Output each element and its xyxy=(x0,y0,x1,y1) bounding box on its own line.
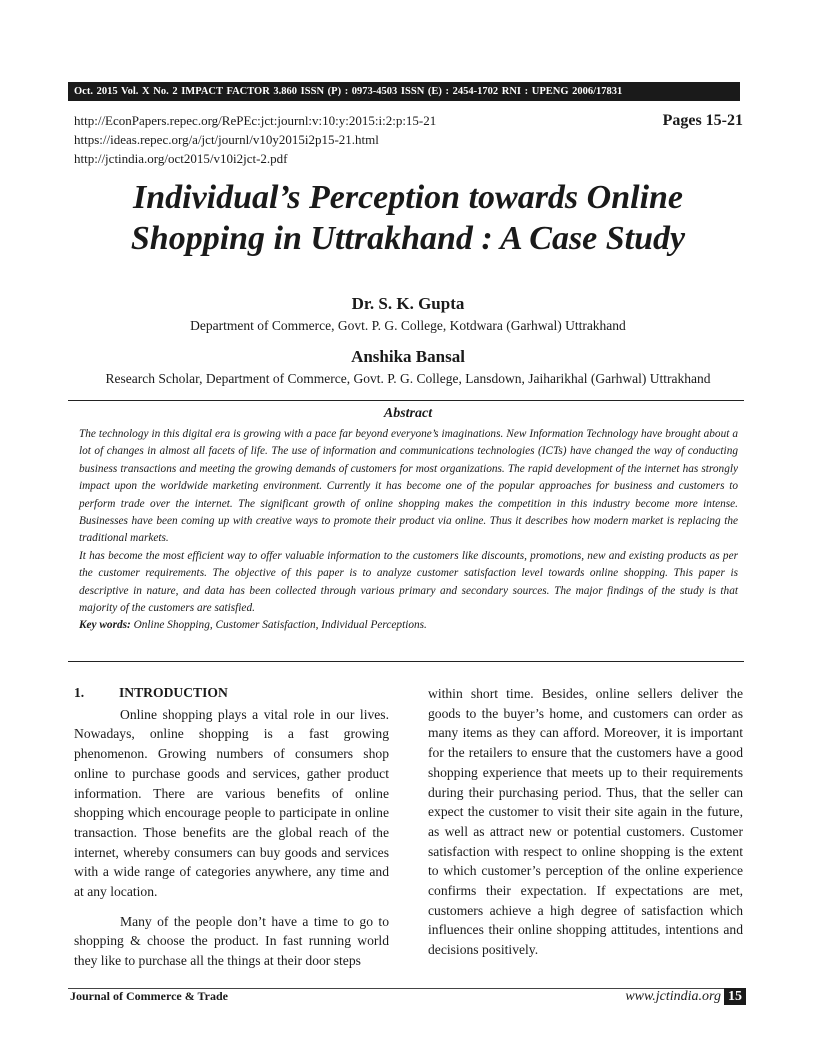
keywords-text: Online Shopping, Customer Satisfaction, Individual Perceptions. xyxy=(130,619,427,632)
author-affiliation-1: Department of Commerce, Govt. P. G. College, Kotdwara (Garhwal) Uttrakhand xyxy=(190,318,626,333)
abstract-heading: Abstract xyxy=(383,406,433,421)
body-paragraph-1: Online shopping plays a vital role in our lives. Nowadays, online shopping is a fast growing phenomenon. Growing numbers of consumers shop online to purchase goods and services, gather product information. There are various benefits of online shopping which encourage people to participate in online transaction. Those benefits are the global reach of the internet, whereby consumers can buy goods and services with a wide range of categories anywhere, any time and at any location. xyxy=(74,706,389,900)
page-number: 15 xyxy=(724,988,746,1005)
section-number: 1. xyxy=(74,685,85,700)
abstract-bottom-rule xyxy=(68,661,744,662)
page-range: Pages 15-21 xyxy=(662,112,743,129)
keywords-label: Key words: xyxy=(79,619,131,632)
body-paragraph-3: within short time. Besides, online sellers deliver the goods to the buyer’s home, and customers can order as many items as they can afford. Moreover, it is important for the retailers to ensure that the customers have a good shopping experience that meets up to their requirements during their purchasing period. Thus, that the seller can expect the customer to visit their site again in the future, as well as attract new or potential customers. Customer satisfaction with respect to online shopping is the extent to which customer’s perception of the online experience confirms their expectation. If expectations are met, customers achieve a high degree of satisfaction which influences their online shopping attitudes, intentions and decisions positively. xyxy=(428,686,743,958)
url-ideas-repec[interactable]: https://ideas.repec.org/a/jct/journl/v10y2015i2p15-21.html xyxy=(74,132,379,147)
journal-info-bar: Oct. 2015 Vol. X No. 2 IMPACT FACTOR 3.860 ISSN (P) : 0973-4503 ISSN (E) : 2454-1702 RNI : UPENG 2006/17831 xyxy=(68,82,740,101)
section-title: INTRODUCTION xyxy=(119,685,228,700)
abstract-paragraph-2: It has become the most efficient way to offer valuable information to the customers like discounts, promotions, new and existing products as per the customer requirements. The objective of this paper is to analyze customer satisfaction level towards online shopping. This paper is descriptive in nature, and data has been collected through various primary and secondary sources. The major findings of the study is that majority of the customers are satisfied. xyxy=(79,549,738,615)
title-line-2: Shopping in Uttrakhand : A Case Study xyxy=(130,220,686,257)
abstract-top-rule xyxy=(68,400,744,401)
body-paragraph-2: Many of the people don’t have a time to go to shopping & choose the product. In fast running world they like to purchase all the things at their door steps xyxy=(74,913,389,969)
author-name-2: Anshika Bansal xyxy=(351,347,465,366)
abstract-body xyxy=(79,426,738,635)
footer-website[interactable]: www.jctindia.org xyxy=(625,989,721,1004)
section-heading xyxy=(74,683,389,703)
url-econpapers[interactable]: http://EconPapers.repec.org/RePEc:jct:journl:v:10:y:2015:i:2:p:15-21 xyxy=(74,113,437,128)
body-column-right xyxy=(428,684,743,960)
author-name-1: Dr. S. K. Gupta xyxy=(351,294,465,313)
footer-right xyxy=(625,988,746,1005)
keywords xyxy=(79,617,738,634)
url-jctindia-pdf[interactable]: http://jctindia.org/oct2015/v10i2jct-2.pdf xyxy=(74,151,288,166)
author-affiliation-2: Research Scholar, Department of Commerce, Govt. P. G. College, Lansdown, Jaiharikhal (Garhwal) Uttrakhand xyxy=(105,371,711,386)
paper-title xyxy=(40,177,776,259)
citation-urls xyxy=(74,111,436,168)
footer-journal-name: Journal of Commerce & Trade xyxy=(70,989,228,1003)
abstract-paragraph-1: The technology in this digital era is growing with a pace far beyond everyone’s imaginations. New Information Technology have brought about a lot of changes in almost all facets of life. The use of information and communications technologies (ICTs) have changed the way of conducting business transactions and meeting the growing demands of customers for most organizations. The rapid development of the internet has strongly impact upon the worldwide marketing environment. Currently it has become one of the popular approaches for business and customers to perform trade over the internet. The significant growth of online shopping makes the competition in this industry become more intense. Businesses have been coming up with creative ways to promote their product via online. Thus it describes how modern market is replacing the traditional markets. xyxy=(79,428,738,545)
body-column-left xyxy=(74,683,389,971)
title-line-1: Individual’s Perception towards Online xyxy=(132,179,684,216)
